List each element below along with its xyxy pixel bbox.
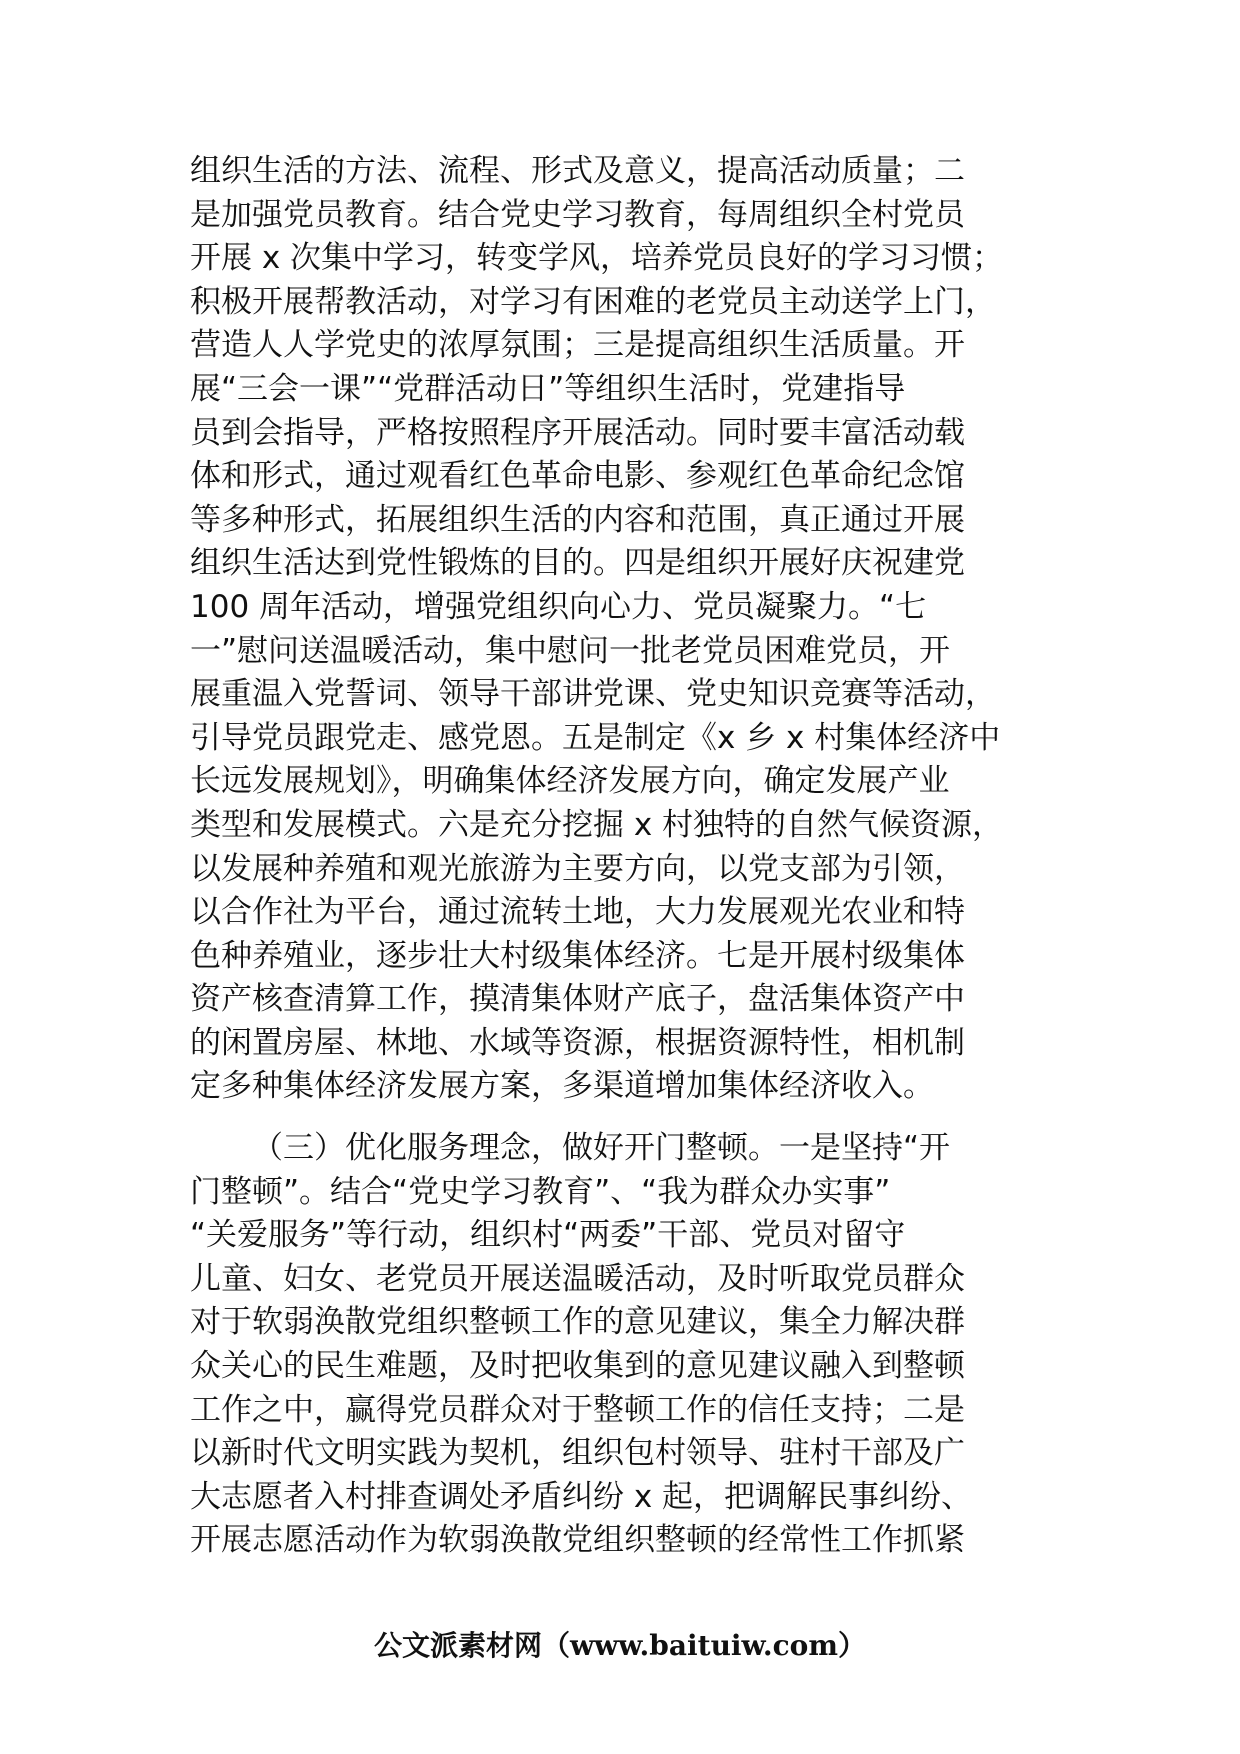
text-line: 长远发展规划》，明确集体经济发展方向，确定发展产业	[190, 763, 950, 800]
text-line: 员到会指导，严格按照程序开展活动。同时要丰富活动载	[190, 414, 965, 451]
paragraph-1	[190, 150, 1050, 1109]
text-line: 开展志愿活动作为软弱涣散党组织整顿的经常性工作抓紧	[190, 1522, 965, 1559]
text-line: 是加强党员教育。结合党史学习教育，每周组织全村党员	[190, 196, 965, 233]
text-line: 工作之中，赢得党员群众对于整顿工作的信任支持；二是	[190, 1391, 965, 1428]
footer-source-text: 公文派素材网（www.baituiw.com）	[374, 1629, 866, 1662]
text-line: 展“三会一课”“党群活动日”等组织生活时，党建指导	[190, 370, 906, 407]
text-line: 一”慰问送温暖活动，集中慰问一批老党员困难党员，开	[190, 632, 951, 669]
text-line: “关爱服务”等行动，组织村“两委”干部、党员对留守	[190, 1217, 906, 1254]
text-line: 众关心的民生难题，及时把收集到的意见建议融入到整顿	[190, 1348, 965, 1385]
text-line: 组织生活达到党性锻炼的目的。四是组织开展好庆祝建党	[190, 545, 965, 582]
text-line: 展重温入党誓词、领导干部讲党课、党史知识竞赛等活动，	[190, 676, 996, 713]
document-body	[190, 150, 1050, 1563]
text-line: 以发展种养殖和观光旅游为主要方向，以党支部为引领，	[190, 850, 965, 887]
text-line: 定多种集体经济发展方案，多渠道增加集体经济收入。	[190, 1068, 934, 1105]
text-line: 对于软弱涣散党组织整顿工作的意见建议，集全力解决群	[190, 1304, 965, 1341]
text-line: 等多种形式，拓展组织生活的内容和范围，真正通过开展	[190, 501, 965, 538]
text-line: 组织生活的方法、流程、形式及意义，提高活动质量；二	[190, 153, 965, 189]
text-line: 大志愿者入村排查调处矛盾纠纷 x 起，把调解民事纠纷、	[190, 1478, 973, 1515]
text-line: （三）优化服务理念，做好开门整顿。一是坚持“开	[252, 1130, 951, 1167]
text-line: 以合作社为平台，通过流转土地，大力发展观光农业和特	[190, 894, 965, 931]
text-line: 积极开展帮教活动，对学习有困难的老党员主动送学上门，	[190, 283, 996, 320]
text-line: 儿童、妇女、老党员开展送温暖活动，及时听取党员群众	[190, 1260, 965, 1297]
text-line: 体和形式，通过观看红色革命电影、参观红色革命纪念馆	[190, 458, 965, 495]
text-line: 以新时代文明实践为契机，组织包村领导、驻村干部及广	[190, 1435, 965, 1472]
text-line: 门整顿”。结合“党史学习教育”、“我为群众办实事”	[190, 1173, 891, 1210]
paragraph-2	[190, 1127, 1050, 1563]
text-line: 的闲置房屋、林地、水域等资源，根据资源特性，相机制	[190, 1024, 965, 1061]
text-line: 类型和发展模式。六是充分挖掘 x 村独特的自然气候资源，	[190, 806, 1004, 843]
text-line: 100 周年活动，增强党组织向心力、党员凝聚力。“七	[190, 588, 927, 625]
text-line: 资产核查清算工作，摸清集体财产底子，盘活集体资产中	[190, 981, 965, 1018]
text-line: 开展 x 次集中学习，转变学风，培养党员良好的学习习惯；	[190, 240, 1004, 277]
text-line: 营造人人学党史的浓厚氛围；三是提高组织生活质量。开	[190, 327, 965, 364]
text-line: 引导党员跟党走、感党恩。五是制定《x 乡 x 村集体经济中	[190, 719, 1001, 756]
text-line: 色种养殖业，逐步壮大村级集体经济。七是开展村级集体	[190, 937, 965, 974]
